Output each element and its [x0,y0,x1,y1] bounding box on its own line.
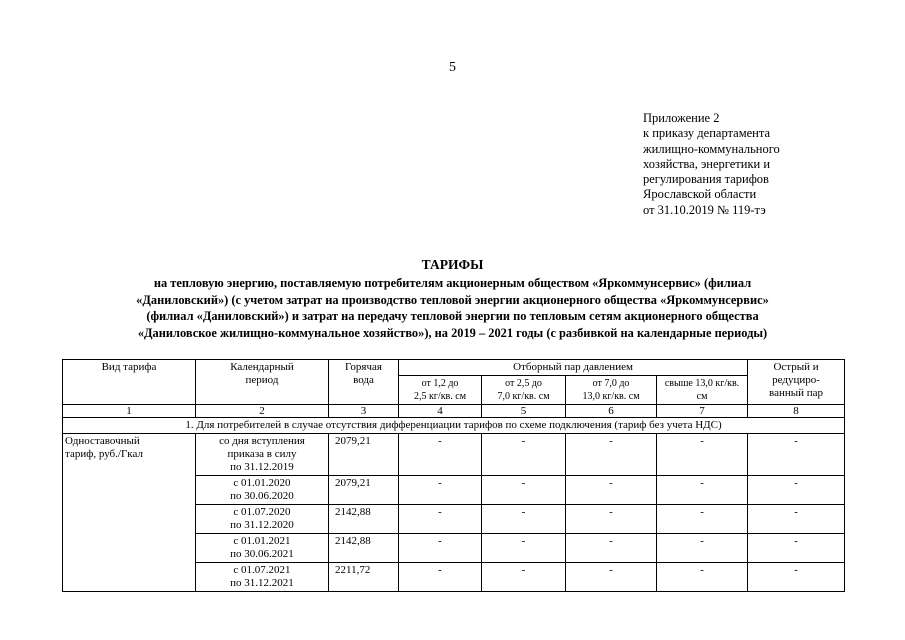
steam-4-cell: - [657,476,748,505]
header-steam-4: свыше 13,0 кг/кв. см [657,376,748,405]
document-title: ТАРИФЫ [421,257,484,272]
header-steam-group: Отборный пар давлением [399,360,748,376]
period-cell: с 01.07.2021 по 31.12.2021 [196,563,329,592]
steam-2-cell: - [482,534,566,563]
hot-water-cell: 2079,21 [329,476,399,505]
column-number: 8 [748,405,845,418]
steam-4-cell: - [657,434,748,476]
column-number: 4 [399,405,482,418]
steam-3-cell: - [566,563,657,592]
subtitle-line: «Даниловское жилищно-коммунальное хозяйство»), на 2019 – 2021 годы (с разбивкой на календарные периоды) [137,325,768,340]
header-period: Календарный период [196,360,329,405]
period-cell: с 01.01.2021 по 30.06.2021 [196,534,329,563]
tariff-name-cell: Одноставочный тариф, руб./Гкал [63,434,196,592]
appendix-line: к приказу департамента [643,126,771,141]
steam-2-cell: - [482,476,566,505]
period-cell: с 01.07.2020 по 31.12.2020 [196,505,329,534]
column-number: 7 [657,405,748,418]
section-title: 1. Для потребителей в случае отсутствия дифференциации тарифов по схеме подключения (тариф без учета НДС) [63,418,845,434]
subtitle-line: «Даниловский») (с учетом затрат на производство тепловой энергии акционерного общества «Яркоммунсервис» [136,292,769,307]
header-hot-water: Горячая вода [329,360,399,405]
steam-3-cell: - [566,434,657,476]
hot-water-cell: 2142,88 [329,534,399,563]
steam-1-cell: - [399,534,482,563]
column-number: 3 [329,405,399,418]
steam-3-cell: - [566,534,657,563]
tariff-table [62,359,845,592]
steam-4-cell: - [657,534,748,563]
appendix-line: Приложение 2 [643,111,720,125]
page-number: 5 [449,60,456,75]
header-steam-1: от 1,2 до 2,5 кг/кв. см [399,376,482,405]
header-steam-2: от 2,5 до 7,0 кг/кв. см [482,376,566,405]
period-cell: со дня вступления приказа в силу по 31.12.2019 [196,434,329,476]
steam-2-cell: - [482,563,566,592]
appendix-line: регулирования тарифов [643,172,769,187]
appendix-line: жилищно-коммунального [643,141,780,156]
subtitle-line: (филиал «Даниловский») и затрат на передачу тепловой энергии по тепловым сетям акционерного общества [146,309,759,324]
acute-steam-cell: - [748,476,845,505]
period-cell: с 01.01.2020 по 30.06.2020 [196,476,329,505]
acute-steam-cell: - [748,563,845,592]
steam-1-cell: - [399,476,482,505]
section-row [63,418,845,434]
column-number: 5 [482,405,566,418]
acute-steam-cell: - [748,534,845,563]
steam-1-cell: - [399,563,482,592]
steam-4-cell: - [657,563,748,592]
subtitle-line: на тепловую энергию, поставляемую потребителям акционерным обществом «Яркоммунсервис» (филиал [153,276,752,290]
column-number: 1 [63,405,196,418]
acute-steam-cell: - [748,434,845,476]
appendix-line: хозяйства, энергетики и [643,156,771,171]
steam-3-cell: - [566,476,657,505]
header-steam-3: от 7,0 до 13,0 кг/кв. см [566,376,657,405]
hot-water-cell: 2211,72 [329,563,399,592]
appendix-block [643,111,780,218]
column-numbers-row [63,405,845,418]
steam-1-cell: - [399,434,482,476]
hot-water-cell: 2142,88 [329,505,399,534]
appendix-line: от 31.10.2019 № 119-тэ [643,202,766,217]
acute-steam-cell: - [748,505,845,534]
header-tariff-type: Вид тарифа [63,360,196,405]
document-subtitle [60,275,845,341]
hot-water-cell: 2079,21 [329,434,399,476]
steam-4-cell: - [657,505,748,534]
steam-2-cell: - [482,505,566,534]
table-row [63,434,845,476]
header-acute-steam: Острый и редуциро- ванный пар [748,360,845,405]
column-number: 6 [566,405,657,418]
steam-3-cell: - [566,505,657,534]
steam-1-cell: - [399,505,482,534]
appendix-line: Ярославской области [643,187,757,202]
header-row [63,360,845,376]
column-number: 2 [196,405,329,418]
steam-2-cell: - [482,434,566,476]
